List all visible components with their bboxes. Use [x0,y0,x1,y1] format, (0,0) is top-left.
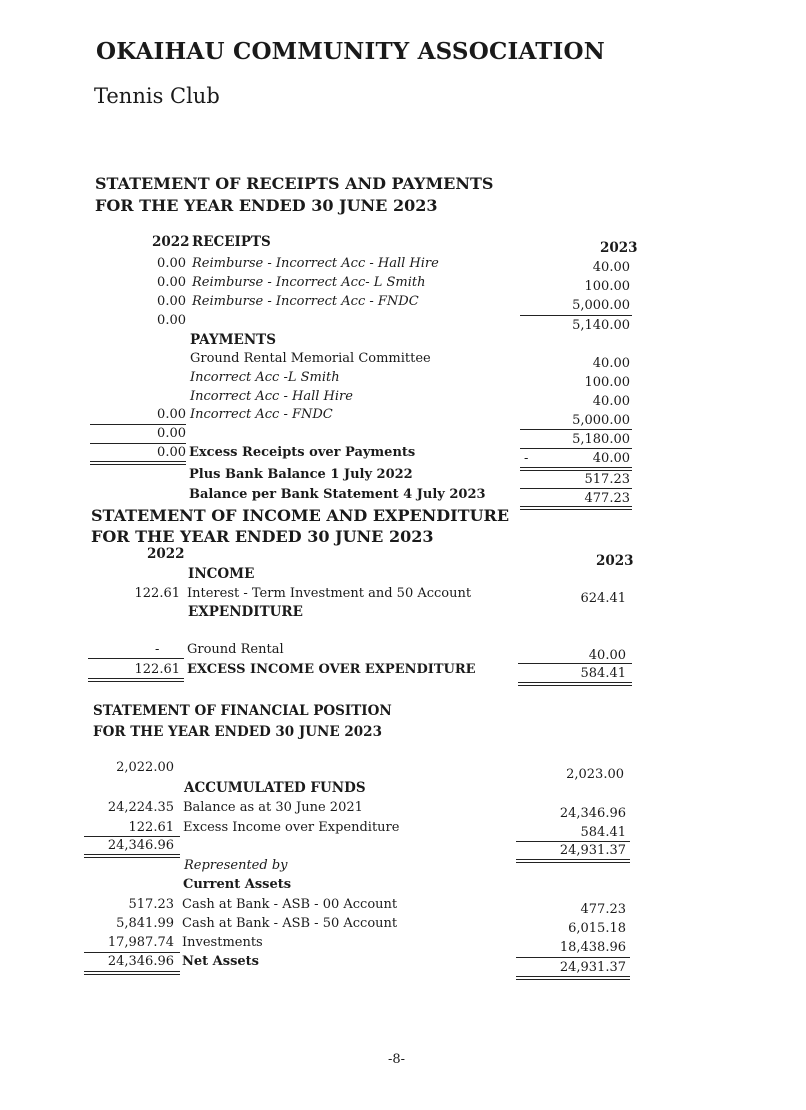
organisation-title: OKAIHAU COMMUNITY ASSOCIATION [96,38,605,65]
receipt-curr-value: 40.00 [592,260,630,275]
cash-50-prev: 5,841.99 [116,916,174,931]
double-rule [518,682,632,686]
ground-rental-prev: - [155,642,160,657]
investments-curr: 18,438.96 [559,940,626,955]
payments-total-curr: 5,180.00 [572,432,630,447]
rule [84,952,180,953]
cash-50-curr: 6,015.18 [568,921,626,936]
double-rule [90,461,186,465]
receipts-payments-title: STATEMENT OF RECEIPTS AND PAYMENTS [95,174,494,193]
receipt-label: Reimburse - Incorrect Acc - Hall Hire [192,256,439,271]
net-assets-prev: 24,346.96 [107,954,174,969]
payment-curr-value: 40.00 [592,356,630,371]
funds-total-prev: 24,346.96 [107,838,174,853]
financial-position-period: FOR THE YEAR ENDED 30 JUNE 2023 [93,724,382,740]
balance-label: Balance as at 30 June 2021 [183,800,363,815]
rule [88,658,184,659]
receipt-prev-value: 0.00 [157,256,186,271]
income-expenditure-period: FOR THE YEAR ENDED 30 JUNE 2023 [91,527,434,546]
receipts-total-curr: 5,140.00 [572,318,630,333]
payment-label: Incorrect Acc -L Smith [190,370,340,385]
funds-total-curr: 24,931.37 [559,843,626,858]
balance-prev: 24,224.35 [107,800,174,815]
receipt-prev-value: 0.00 [157,294,186,309]
net-assets-label: Net Assets [182,954,260,969]
payment-curr-value: 100.00 [584,375,630,390]
payments-heading: PAYMENTS [190,332,276,348]
payment-label: Incorrect Acc - Hall Hire [190,389,353,404]
income-expenditure-title: STATEMENT OF INCOME AND EXPENDITURE [91,506,510,525]
rule [518,663,632,664]
ie-col-curr-year: 2023 [596,553,634,569]
cash-50-label: Cash at Bank - ASB - 50 Account [182,916,398,931]
rule [520,429,632,430]
receipt-curr-value: 100.00 [584,279,630,294]
interest-curr: 624.41 [580,591,626,606]
bank-close-curr: 477.23 [584,491,630,506]
excess-curr: 584.41 [580,825,626,840]
payment-curr-value: 5,000.00 [572,413,630,428]
receipts-heading: RECEIPTS [192,234,271,250]
excess-label: Excess Income over Expenditure [183,820,400,835]
rp-col-curr-year: 2023 [600,240,638,256]
represented-by-label: Represented by [184,858,288,873]
rp-col-prev-year: 2022 [152,234,190,250]
double-rule [84,854,180,858]
double-rule [84,971,180,975]
receipt-prev-value: 0.00 [157,275,186,290]
club-subtitle: Tennis Club [94,84,220,108]
receipt-curr-value: 5,000.00 [572,298,630,313]
excess-receipts-label: Excess Receipts over Payments [189,445,416,460]
rule [84,836,180,837]
payment-label: Incorrect Acc - FNDC [190,407,333,422]
double-rule [88,678,184,682]
fp-col-curr: 2,023.00 [566,767,624,782]
payments-total-prev: 0.00 [157,426,186,441]
current-assets-heading: Current Assets [183,877,292,892]
accumulated-funds-heading: ACCUMULATED FUNDS [184,780,366,796]
excess-income-curr: 584.41 [580,666,626,681]
double-rule [516,976,630,980]
ie-col-prev-year: 2022 [147,546,185,562]
interest-label: Interest - Term Investment and 50 Account [187,586,472,601]
net-assets-curr: 24,931.37 [559,960,626,975]
double-rule [516,859,630,863]
double-rule [520,467,632,471]
receipts-payments-period: FOR THE YEAR ENDED 30 JUNE 2023 [95,196,438,215]
rule [520,488,632,489]
financial-position-title: STATEMENT OF FINANCIAL POSITION [93,703,392,719]
investments-prev: 17,987.74 [107,935,174,950]
balance-curr: 24,346.96 [559,806,626,821]
page-number: -8- [388,1052,406,1067]
bank-close-label: Balance per Bank Statement 4 July 2023 [189,487,486,502]
rule [520,448,632,449]
cash-00-label: Cash at Bank - ASB - 00 Account [182,897,398,912]
income-heading: INCOME [188,566,255,582]
excess-prev: 122.61 [128,820,174,835]
bank-open-label: Plus Bank Balance 1 July 2022 [189,467,413,482]
excess-receipts-curr: 40.00 [592,451,630,466]
payment-prev-value: 0.00 [157,407,186,422]
ground-rental-curr: 40.00 [588,648,626,663]
excess-income-label: EXCESS INCOME OVER EXPENDITURE [187,662,476,677]
payment-label: Ground Rental Memorial Committee [190,351,431,366]
payment-curr-value: 40.00 [592,394,630,409]
ground-rental-label: Ground Rental [187,642,284,657]
rule [516,957,630,958]
expenditure-heading: EXPENDITURE [188,604,303,620]
receipt-label: Reimburse - Incorrect Acc - FNDC [192,294,419,309]
bank-open-curr: 517.23 [584,472,630,487]
double-rule [520,506,632,510]
investments-label: Investments [182,935,263,950]
rule [516,841,630,842]
receipt-label: Reimburse - Incorrect Acc- L Smith [192,275,426,290]
cash-00-curr: 477.23 [580,902,626,917]
excess-income-prev: 122.61 [134,662,180,677]
receipts-total-prev: 0.00 [157,313,186,328]
rule [90,443,186,444]
rule [90,424,186,425]
fp-col-prev: 2,022.00 [116,760,174,775]
interest-prev: 122.61 [134,586,180,601]
cash-00-prev: 517.23 [128,897,174,912]
excess-receipts-sign: - [524,451,529,466]
excess-receipts-prev: 0.00 [157,445,186,460]
rule [520,315,632,316]
